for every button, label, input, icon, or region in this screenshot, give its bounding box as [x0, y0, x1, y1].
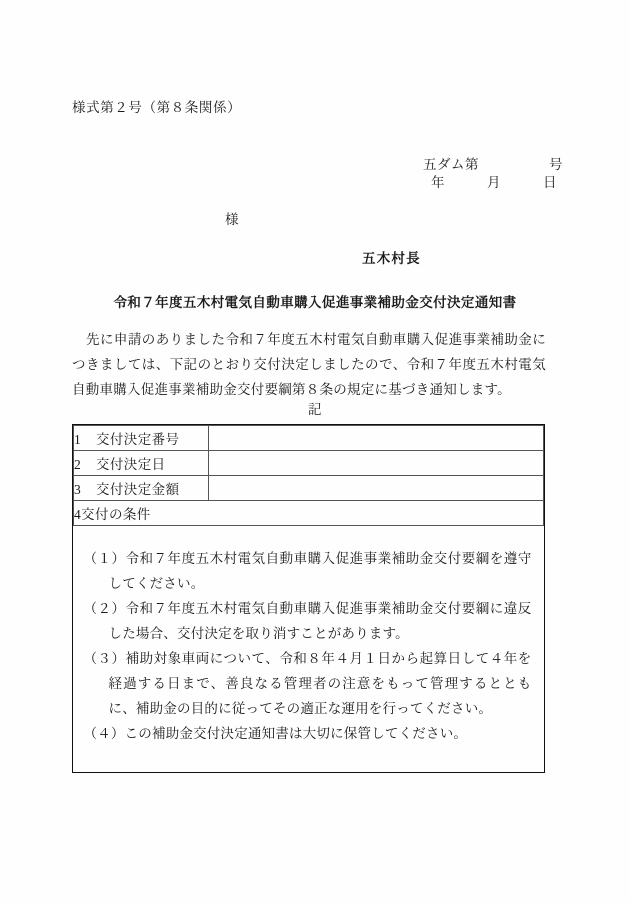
- details-table: [72, 424, 545, 773]
- conditions-header-number: 4: [74, 507, 82, 522]
- table-row-label-text: 交付決定日: [96, 457, 166, 472]
- form-number: 様式第２号（第８条関係）: [72, 100, 242, 115]
- table-row: [74, 451, 544, 476]
- document-meta-block: [330, 156, 575, 192]
- table-row-number: 2: [74, 457, 82, 472]
- document-number-line: 五ダム第 号: [423, 157, 563, 172]
- table-row-value[interactable]: [209, 426, 544, 451]
- conditions-list: [74, 526, 544, 772]
- condition-item: （１）令和７年度五木村電気自動車購入促進事業補助金交付要綱を遵守してください。: [83, 551, 532, 591]
- ki-marker: 記: [308, 402, 322, 417]
- body-paragraph: 先に申請のありました令和７年度五木村電気自動車購入促進事業補助金につきましては、下記のとおり交付決定しましたので、令和７年度五木村電気自動車購入促進事業補助金交付要綱第８条の規定に基づき通知します。: [72, 332, 546, 397]
- addressee-honorific: 様: [225, 212, 239, 227]
- table-row-value[interactable]: [209, 476, 544, 501]
- table-row: [74, 476, 544, 501]
- table-row-label-text: 交付決定金額: [96, 482, 180, 497]
- condition-item: （４）この補助金交付決定通知書は大切に保管してください。: [83, 726, 468, 741]
- document-date-line: 年 月 日: [431, 175, 557, 190]
- table-row-label-text: 交付決定番号: [96, 432, 180, 447]
- conditions-cell: [74, 526, 544, 773]
- conditions-header-row: [74, 501, 544, 526]
- conditions-body-row: [74, 526, 544, 773]
- conditions-header-label: 交付の条件: [81, 507, 151, 522]
- table-row-label: [74, 451, 209, 476]
- table-row-label: [74, 426, 209, 451]
- conditions-header: [74, 501, 544, 526]
- table-row: [74, 426, 544, 451]
- table-row-number: 1: [74, 432, 82, 447]
- condition-item: （３）補助対象車両について、令和８年４月１日から起算日して４年を経過する日まで、善良なる管理者の注意をもって管理するとともに、補助金の目的に従ってその適正な運用を行ってください。: [83, 651, 532, 716]
- condition-item: （２）令和７年度五木村電気自動車購入促進事業補助金交付要綱に違反した場合、交付決定を取り消すことがあります。: [83, 601, 532, 641]
- page-title: 令和７年度五木村電気自動車購入促進事業補助金交付決定通知書: [113, 295, 517, 310]
- table-row-number: 3: [74, 482, 82, 497]
- table-row-label: [74, 476, 209, 501]
- table-row-value[interactable]: [209, 451, 544, 476]
- issuer-name: 五木村長: [362, 251, 421, 266]
